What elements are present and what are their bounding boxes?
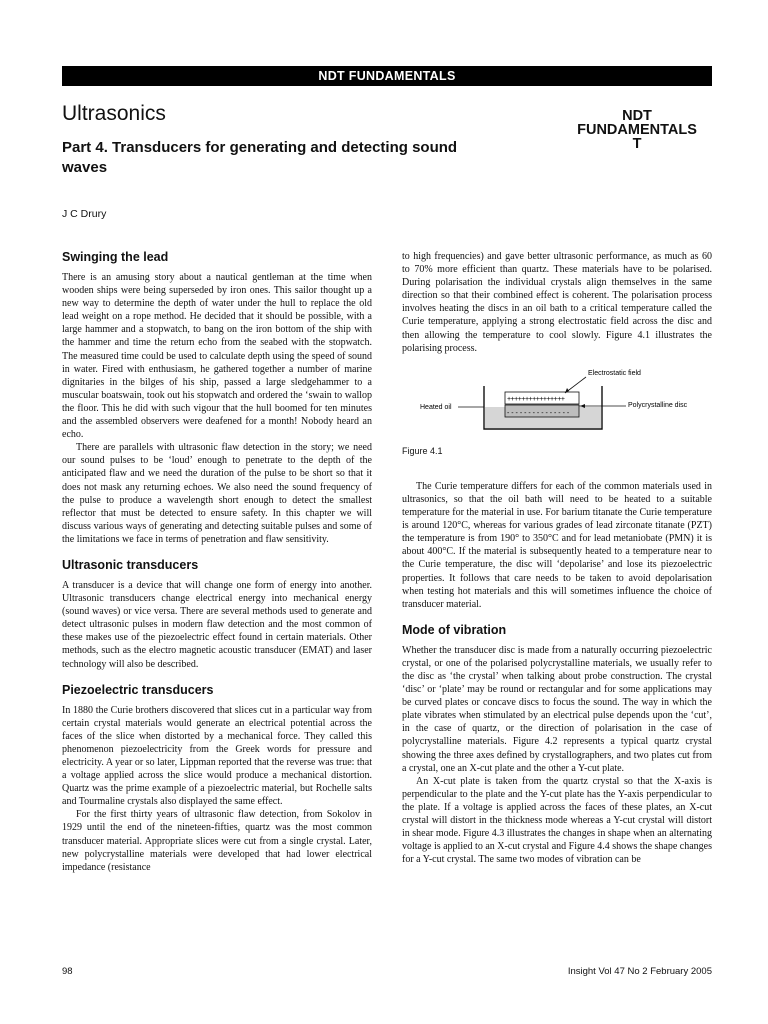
page-number: 98 (62, 966, 73, 977)
paragraph: In 1880 the Curie brothers discovered that slices cut in a particular way from certain crystal materials would generate an electrical potential across the faces of the slice when distorted by a mechanical force. They called this phenomenon piezoelectricity from the Greek words for pressure and electricity. A year or so later, Lippman reported that the reverse was true: that a voltage applied across the slice would produce a mechanical distortion. Quartz was the prime example of a piezoelectric material, but Rochelle salts and Tourmaline crystals also displayed the same effect. (62, 704, 372, 808)
section-banner: NDT FUNDAMENTALS (62, 66, 712, 86)
paragraph: Whether the transducer disc is made from a naturally occurring piezoelectric crystal, or one of the polarised polycrystalline materials, we usually refer to the disc as ‘the crystal’ when talking about probe construction. The crystal ‘disc’ or ‘plate’ may be round or rectangular and for some applications may be curved plates or concave discs to focus the sound. The way in which the plate vibrates when stimulated by an electrical pulse depends upon the ‘cut’, in the case of quartz, or the direction of polarisation in the case of polycrystalline materials. Figure 4.2 represents a typical quartz crystal showing the three axes defined by crystallographers, and two plates cut from a crystal, one an X-cut plate and the other a Y-cut plate. (402, 644, 712, 774)
plus-charges: ++++++++++++++++ (507, 395, 565, 403)
paragraph: There is an amusing story about a nautical gentleman at the time when wooden ships were being superseded by iron ones. This sailor thought up a new way to determine the depth of water under the hull to replace the old lead weight on a rope method. He decided that it should be possible, with a large hammer and a stopwatch, to bang on the iron bottom of the ship with the hammer and time the return echo from the seabed with the stopwatch. The measured time could be used to calculate depth using the speed of sound in water. Fired with enthusiasm, he gathered together a number of marine dignitaries in the bilges of his ship, passed a large sledgehammer to a muscular boatswain, took out his stopwatch and ordered the ‘swain to wallop the floor. This he did with such vigour that the hull boomed for ten minutes and the assembled observers were deafened for a month! Nobody heard an echo. (62, 272, 372, 441)
label-heated-oil: Heated oil (420, 403, 452, 411)
journal-citation: Insight Vol 47 No 2 February 2005 (567, 966, 712, 977)
right-column (402, 250, 712, 866)
left-column (62, 250, 372, 874)
side-label-line1: NDT (622, 108, 652, 124)
minus-charges: - - - - - - - - - - - - - - - (507, 409, 570, 417)
figure-polarising-process (402, 367, 712, 439)
label-electrostatic-field: Electrostatic field (588, 369, 641, 377)
paragraph: The Curie temperature differs for each of the common materials used in ultrasonics, so that the oil bath will need to be heated to a suitable temperature for the material in use. For barium titanate the Curie temperature is around 120°C, whereas for various grades of lead zirconate titanate (PZT) the temperature is from 190° to 350°C and for lead metaniobate (PMN) it is about 400°C. If the material is subsequently heated to a temperature near to the Curie temperature, the disc will ‘depolarise’ and lose its piezoelectric properties. It follows that care needs to be taken to avoid depolarisation when testing hot materials and this will sometimes influence the choice of transducer material. (402, 480, 712, 610)
section-heading: Mode of vibration (402, 622, 507, 637)
section-heading: Piezoelectric transducers (62, 682, 214, 697)
article-subtitle: Part 4. Transducers for generating and detecting sound waves (62, 139, 458, 176)
paragraph: For the first thirty years of ultrasonic flaw detection, from Sokolov in 1929 until the end of the nineteen-fifties, quartz was the most common transducer material. Appropriate slices were cut from a single crystal. Later, new polycrystalline materials were developed that had lower electrical impedance (resistance (62, 809, 372, 873)
side-label-line3: T (632, 136, 642, 152)
figure-caption: Figure 4.1 (402, 445, 443, 456)
label-polycrystalline-disc: Polycrystalline disc (628, 401, 688, 409)
side-label (562, 109, 712, 151)
side-label-line2: FUNDAMENTALS (577, 122, 697, 138)
section-heading: Swinging the lead (62, 250, 169, 264)
section-heading: Ultrasonic transducers (62, 557, 199, 572)
paragraph: There are parallels with ultrasonic flaw detection in the story; we need our sound pulses to be ‘loud’ enough to penetrate to the depth of the anticipated flaw and we need the duration of the pulse to be short so that it does not mask any returning echoes. We also need the sound frequency of the pulse to produce a wavelength short enough to detect the smallest reflector that must be detected to ensure safety. In this chapter we will discuss various ways of generating and detecting suitable pulses and some of the limitations we face in terms of penetration and flaw sensitivity. (62, 442, 372, 545)
paragraph: to high frequencies) and gave better ultrasonic performance, as much as 60 to 70% more efficient than quartz. These materials have to be polarised. During polarisation the individual crystals align themselves in the same direction so that their combined effect is coherent. The polarisation process involves heating the discs in an oil bath to a critical temperature called the Curie temperature, applying a strong electrostatic field across the disc and then allowing the temperature to cool slowly. Figure 4.1 illustrates the polarising process. (402, 251, 712, 354)
author: J C Drury (62, 208, 107, 220)
paragraph: A transducer is a device that will change one form of energy into another. Ultrasonic transducers change electrical energy into mechanical energy (sound waves) or vice versa. There are several methods used to generate and detect ultrasonic pulses in modern flaw detection and the most common of these makes use of the piezoelectric effect found in certain materials. Other methods, such as the electro magnetic acoustic transducer (EMAT) and laser technology will also be described. (62, 579, 372, 670)
polarising-diagram (402, 367, 712, 439)
paragraph: An X-cut plate is taken from the quartz crystal so that the X-axis is perpendicular to the plate and the Y-cut plate has the Y-axis perpendicular to the plate. If a voltage is applied across the faces of these plates, an X-cut crystal will distort in the thickness mode whereas a Y-cut crystal will distort in shear mode. Figure 4.3 illustrates the changes in shape when an alternating voltage is applied to an X-cut crystal and Figure 4.4 shows the shape changes for a Y-cut crystal. The same two modes of vibration can be (402, 775, 712, 866)
article-title: Ultrasonics (62, 102, 166, 125)
